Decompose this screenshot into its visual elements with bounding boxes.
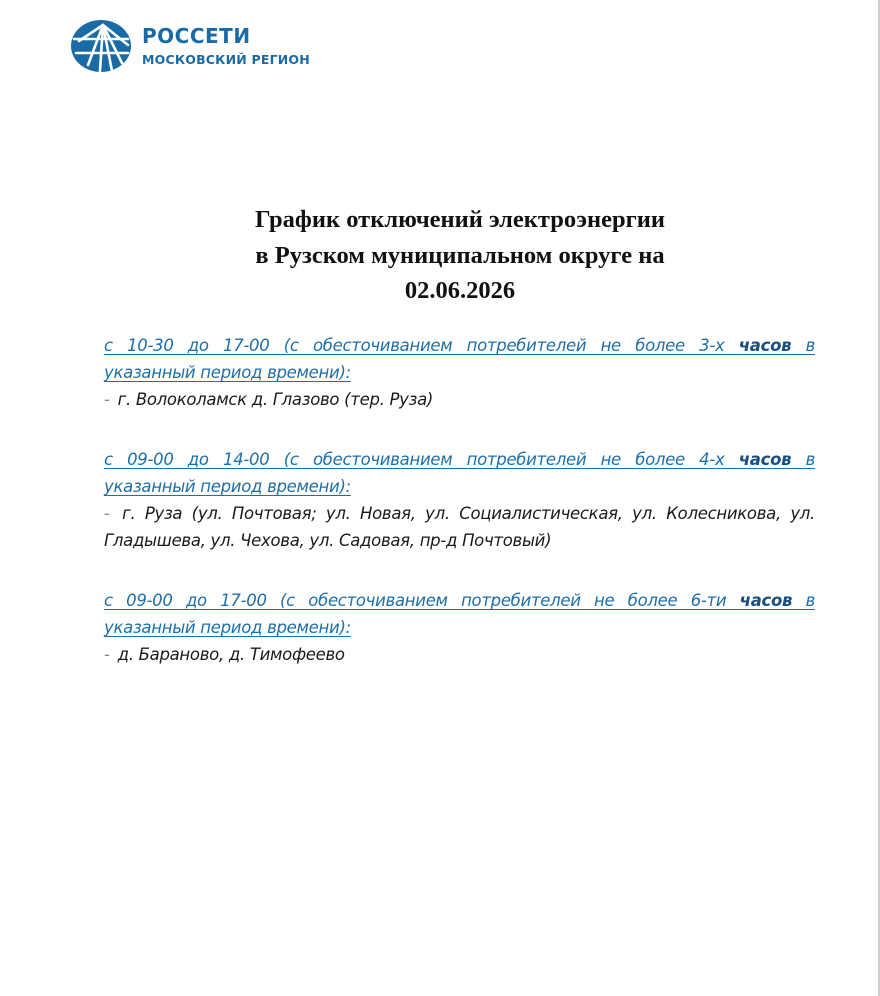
period-note: указанный период времени):	[104, 363, 351, 382]
affected-places	[104, 641, 815, 668]
hours-word: часов	[738, 336, 792, 355]
logo-text	[142, 23, 310, 67]
places-text: д. Бараново, д. Тимофеево	[117, 645, 345, 664]
rosseti-logo	[70, 19, 310, 73]
list-dash: -	[104, 645, 110, 664]
period-note: указанный период времени):	[104, 477, 351, 496]
list-dash: -	[104, 390, 110, 409]
list-dash: -	[104, 504, 110, 523]
brand-name: РОССЕТИ	[142, 23, 251, 48]
affected-places	[104, 500, 815, 554]
hours-word: часов	[739, 591, 793, 610]
places-text: г. Волоколамск д. Глазово (тер. Руза)	[117, 390, 434, 409]
outage-time-window	[104, 587, 815, 614]
period-note: указанный период времени):	[104, 618, 351, 637]
hours-word: часов	[738, 450, 792, 469]
outage-time-window	[104, 446, 815, 473]
title-date: 02.06.2026	[404, 277, 516, 304]
affected-places	[104, 386, 815, 413]
outage-section-2	[104, 446, 815, 554]
time-window-suffix: в	[791, 450, 816, 469]
brand-region: МОСКОВСКИЙ РЕГИОН	[142, 51, 310, 67]
title-line-2: в Рузском муниципальном округе на	[255, 241, 665, 269]
time-window-text: с 09-00 до 14-00 (с обесточиванием потребителей не более 4-х	[104, 450, 739, 469]
power-pylon-globe-icon	[70, 19, 132, 73]
document-title	[100, 202, 820, 309]
time-window-suffix: в	[792, 591, 815, 610]
time-window-text: с 10-30 до 17-00 (с обесточиванием потребителей не более 3-х	[104, 336, 739, 355]
time-window-suffix: в	[791, 336, 816, 355]
time-window-text: с 09-00 до 17-00 (с обесточиванием потребителей не более 6-ти	[104, 591, 740, 610]
outage-section-1	[104, 332, 815, 413]
outage-time-window	[104, 332, 815, 359]
title-line-1: График отключений электроэнергии	[255, 206, 665, 233]
outage-section-3	[104, 587, 815, 668]
places-text: г. Руза (ул. Почтовая; ул. Новая, ул. Социалистическая, ул. Колесникова, ул. Гладышева, ул. Чехова, ул. Садовая, пр-д Почтовый)	[104, 504, 815, 550]
